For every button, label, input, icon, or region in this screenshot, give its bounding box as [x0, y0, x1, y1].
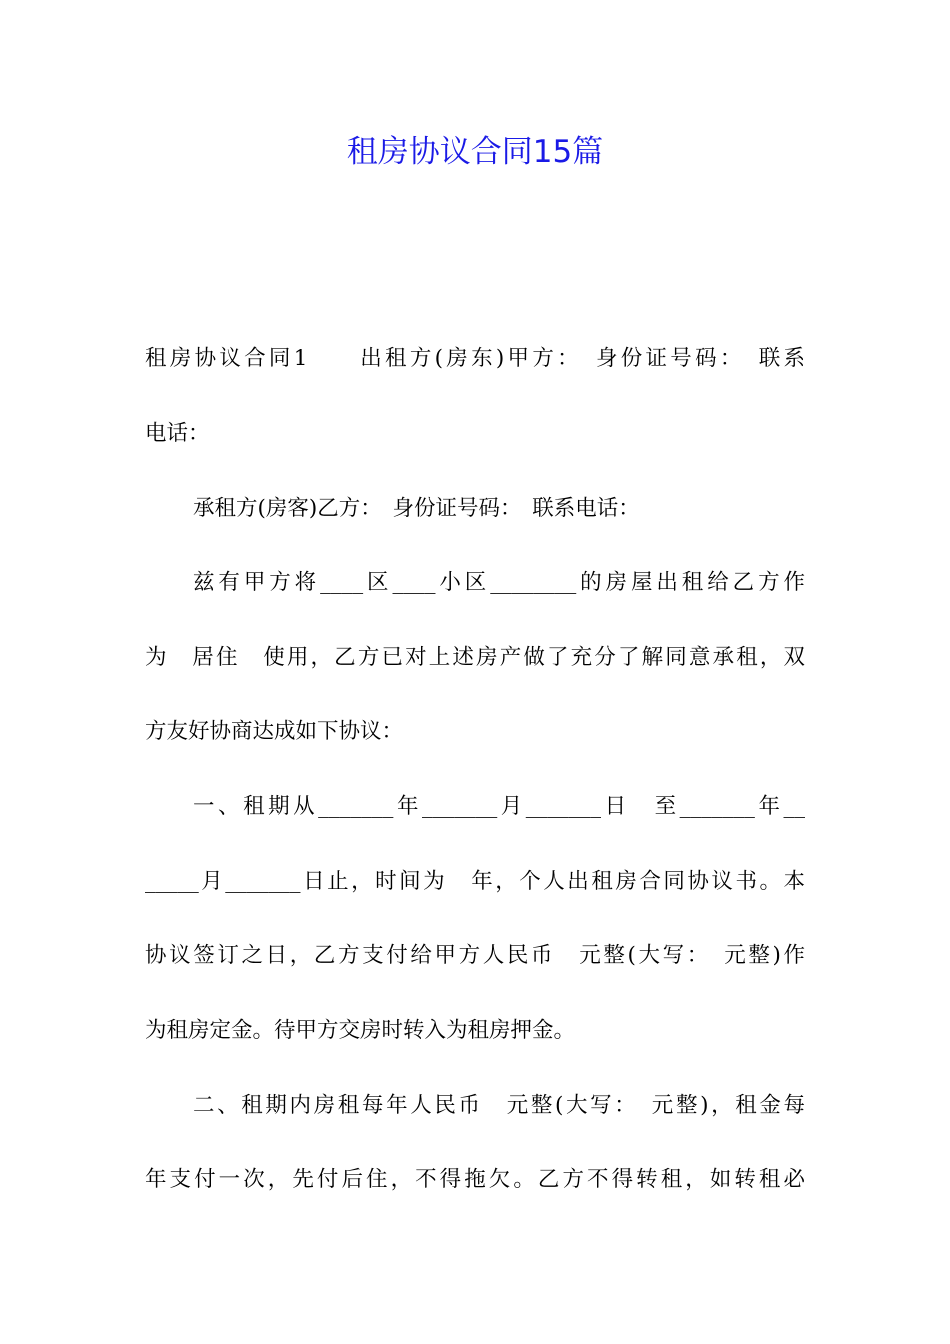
paragraph-line: 承租方(房客)乙方： 身份证号码： 联系电话：	[193, 496, 640, 521]
paragraph-line: 方友好协商达成如下协议：	[145, 719, 404, 744]
paragraph-line: 为 居住 使用，乙方已对上述房产做了充分了解同意承租，双	[145, 645, 805, 670]
paragraph-line: 电话：	[145, 421, 210, 446]
paragraph-line: 二、租期内房租每年人民币 元整(大写： 元整)，租金每	[193, 1093, 805, 1118]
paragraph-line: 协议签订之日，乙方支付给甲方人民币 元整(大写： 元整)作	[145, 943, 805, 968]
document-title: 租房协议合同15篇	[346, 134, 604, 170]
paragraph-line: 年支付一次，先付后住，不得拖欠。乙方不得转租，如转租必	[145, 1167, 805, 1192]
paragraph-line: _____月_______日止，时间为 年，个人出租房合同协议书。本	[145, 869, 805, 894]
paragraph-line: 租房协议合同1 出租方(房东)甲方： 身份证号码： 联系	[145, 346, 805, 371]
paragraph-line: 兹有甲方将____区____小区________的房屋出租给乙方作	[193, 570, 805, 595]
paragraph-line: 为租房定金。待甲方交房时转入为租房押金。	[145, 1018, 576, 1043]
paragraph-line: 一、租期从_______年_______月_______日 至_______年__	[193, 794, 805, 819]
